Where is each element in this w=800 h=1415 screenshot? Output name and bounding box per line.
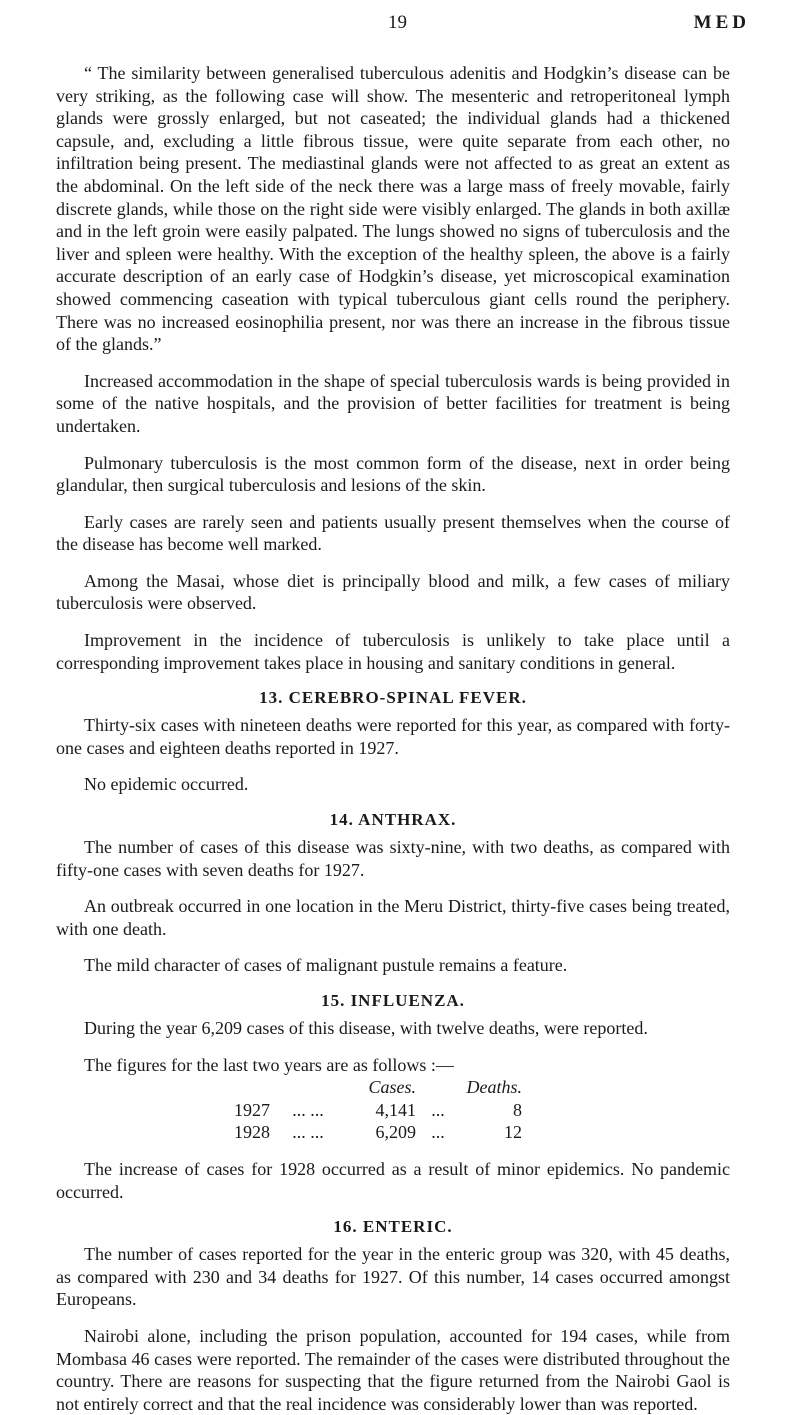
cases-cell: 6,209 (375, 1122, 416, 1143)
paragraph: The mild character of cases of malignant pustule remains a feature. (84, 955, 568, 976)
paragraph: Nairobi alone, including the prison population, accounted for 194 cases, while from Mombasa 46 cases were reported. The remainder of the cases were distributed throughout the country. There are reasons for suspecting that the figure returned from the Nairobi Gaol is not entirely correct and that the real incidence was considerably lower than was reported. (56, 1325, 730, 1414)
cases-cell: 4,141 (375, 1099, 416, 1120)
section-heading: 16. ENTERIC. (333, 1217, 453, 1237)
section-heading: 13. CEREBRO-SPINAL FEVER. (259, 688, 527, 708)
leader-dots: ... (431, 1122, 445, 1143)
paragraph: Early cases are rarely seen and patients usually present themselves when the course of the disease has become well marked. (56, 511, 730, 555)
leader-dots: ... (431, 1099, 445, 1120)
table-header-row (56, 1076, 730, 1099)
year-cell: 1927 (234, 1099, 270, 1120)
paragraph: “ The similarity between generalised tuberculous adenitis and Hodgkin’s disease can be very striking, as the following case will show. The mesenteric and retroperitoneal lymph glands were grossly enlarged, but not caseated; the individual glands had a thickened capsule, and, excluding a little fibrous tissue, were quite separate from each other, no infiltration being present. The mediastinal glands were not affected to as great an extent as the abdominal. On the left side of the neck there was a large mass of freely movable, fairly discrete glands, while those on the right side were visibly enlarged. The glands in both axillæ and in the left groin were easily palpated. The lungs showed no signs of tuberculosis and the liver and spleen were healthy. With the exception of the healthy spleen, the above is a fairly accurate description of an early case of Hodgkin’s disease, yet microscopical examination showed commencing caseation with typical tuberculous giant cells round the periphery. There was no increased eosinophilia present, nor was there an increase in the fibrous tissue of the glands.” (56, 63, 730, 355)
paragraph: No epidemic occurred. (84, 774, 249, 795)
running-head: MED (693, 12, 750, 33)
deaths-cell: 8 (513, 1099, 522, 1120)
leader-dots: ... ... (292, 1099, 324, 1120)
paragraph: Among the Masai, whose diet is principally blood and milk, a few cases of miliary tuberculosis were observed. (56, 570, 730, 614)
paragraph: An outbreak occurred in one location in the Meru District, thirty-five cases being treated, with one death. (56, 896, 730, 939)
paragraph: Thirty-six cases with nineteen deaths were reported for this year, as compared with forty-one cases and eighteen deaths reported in 1927. (56, 715, 730, 758)
leader-dots: ... ... (292, 1122, 324, 1143)
page-header (0, 12, 800, 42)
paragraph: During the year 6,209 cases of this disease, with twelve deaths, were reported. (84, 1018, 648, 1038)
deaths-column-header: Deaths. (466, 1077, 522, 1098)
paragraph: Improvement in the incidence of tuberculosis is unlikely to take place until a corresponding improvement takes place in housing and sanitary conditions in general. (56, 630, 730, 673)
paragraph: The number of cases of this disease was sixty-nine, with two deaths, as compared with fifty-one cases with seven deaths for 1927. (56, 837, 730, 880)
deaths-cell: 12 (504, 1122, 522, 1143)
paragraph: The number of cases reported for the year in the enteric group was 320, with 45 deaths, as compared with 230 and 34 deaths for 1927. Of this number, 14 cases occurred amongst Europeans. (56, 1244, 730, 1310)
cases-column-header: Cases. (368, 1077, 416, 1098)
table-row (56, 1121, 730, 1144)
section-heading: 15. INFLUENZA. (321, 991, 465, 1010)
year-cell: 1928 (234, 1122, 270, 1143)
paragraph: The increase of cases for 1928 occurred as a result of minor epidemics. No pandemic occurred. (56, 1158, 730, 1202)
paragraph: Pulmonary tuberculosis is the most common form of the disease, next in order being glandular, then surgical tuberculosis and lesions of the skin. (56, 452, 730, 496)
page-number: 19 (388, 12, 407, 33)
paragraph: Increased accommodation in the shape of special tuberculosis wards is being provided in some of the native hospitals, and the provision of better facilities for treatment is being undertaken. (56, 370, 730, 436)
influenza-table (56, 1076, 730, 1144)
section-heading: 14. ANTHRAX. (329, 810, 457, 830)
table-row (56, 1099, 730, 1122)
paragraph: The figures for the last two years are as follows :— (84, 1054, 454, 1075)
